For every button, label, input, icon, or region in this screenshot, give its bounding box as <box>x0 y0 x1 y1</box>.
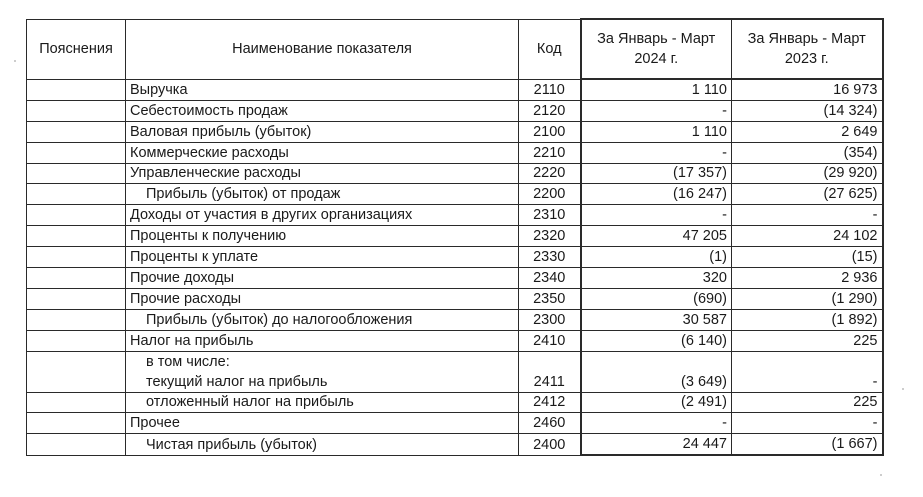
value-2024: (6 140) <box>581 330 732 351</box>
value-2023: - <box>732 205 883 226</box>
table-row <box>27 351 883 392</box>
notes-cell <box>27 163 126 184</box>
table-row <box>27 268 883 289</box>
value-2024: 24 447 <box>581 434 732 455</box>
table-row <box>27 184 883 205</box>
notes-cell <box>27 226 126 247</box>
header-period-2024-line1: За Январь - Март <box>597 31 716 47</box>
indicator-code: 2412 <box>519 392 581 413</box>
indicator-name: Валовая прибыль (убыток) <box>126 121 519 142</box>
notes-cell <box>27 330 126 351</box>
value-2023: (1 290) <box>732 288 883 309</box>
value-2023: (1 892) <box>732 309 883 330</box>
indicator-code: 2411 <box>519 351 581 392</box>
indicator-name: Коммерческие расходы <box>126 142 519 163</box>
indicator-name: отложенный налог на прибыль <box>126 392 519 413</box>
table-row <box>27 434 883 455</box>
value-2023: 2 936 <box>732 268 883 289</box>
value-2023: 225 <box>732 330 883 351</box>
value-2023: - <box>732 413 883 434</box>
table-row <box>27 205 883 226</box>
indicator-code: 2460 <box>519 413 581 434</box>
indicator-code: 2300 <box>519 309 581 330</box>
value-2023: (27 625) <box>732 184 883 205</box>
indicator-name: Проценты к получению <box>126 226 519 247</box>
notes-cell <box>27 288 126 309</box>
value-2023: 225 <box>732 392 883 413</box>
indicator-code: 2410 <box>519 330 581 351</box>
value-2024: - <box>581 142 732 163</box>
header-notes: Пояснения <box>27 19 126 79</box>
notes-cell <box>27 79 126 100</box>
table-row <box>27 309 883 330</box>
indicator-code: 2110 <box>519 79 581 100</box>
header-period-2024-line2: 2024 г. <box>634 51 679 67</box>
indicator-code: 2330 <box>519 247 581 268</box>
value-2024: - <box>581 100 732 121</box>
header-period-2023-line1: За Январь - Март <box>747 31 866 47</box>
value-2024: (3 649) <box>581 351 732 392</box>
value-2024: 1 110 <box>581 79 732 100</box>
value-2024: 1 110 <box>581 121 732 142</box>
value-2024: (2 491) <box>581 392 732 413</box>
table-row <box>27 100 883 121</box>
notes-cell <box>27 268 126 289</box>
indicator-name: Управленческие расходы <box>126 163 519 184</box>
scan-speck <box>880 474 882 476</box>
value-2024: (690) <box>581 288 732 309</box>
table-row <box>27 330 883 351</box>
indicator-name-prefix: в том числе: <box>146 353 230 370</box>
indicator-code: 2340 <box>519 268 581 289</box>
table-row <box>27 142 883 163</box>
value-2024: (17 357) <box>581 163 732 184</box>
indicator-code: 2210 <box>519 142 581 163</box>
header-period-2023-line2: 2023 г. <box>784 51 829 67</box>
header-code: Код <box>519 19 581 79</box>
notes-cell <box>27 100 126 121</box>
value-2023: 2 649 <box>732 121 883 142</box>
table-row <box>27 226 883 247</box>
value-2024: 47 205 <box>581 226 732 247</box>
indicator-name: Проценты к уплате <box>126 247 519 268</box>
table-row <box>27 392 883 413</box>
scan-speck <box>14 60 16 62</box>
value-2024: 320 <box>581 268 732 289</box>
header-period-2024 <box>581 19 732 79</box>
notes-cell <box>27 434 126 455</box>
notes-cell <box>27 121 126 142</box>
table-row <box>27 121 883 142</box>
value-2023: 24 102 <box>732 226 883 247</box>
indicator-name: Себестоимость продаж <box>126 100 519 121</box>
header-period-2023 <box>732 19 883 79</box>
income-statement-table <box>26 18 884 456</box>
notes-cell <box>27 205 126 226</box>
indicator-code: 2310 <box>519 205 581 226</box>
value-2024: (1) <box>581 247 732 268</box>
table-row <box>27 79 883 100</box>
indicator-name: Доходы от участия в других организациях <box>126 205 519 226</box>
indicator-code: 2320 <box>519 226 581 247</box>
indicator-code: 2350 <box>519 288 581 309</box>
notes-cell <box>27 184 126 205</box>
table-header-row <box>27 19 883 79</box>
indicator-code: 2220 <box>519 163 581 184</box>
value-2023: (15) <box>732 247 883 268</box>
indicator-name <box>126 351 519 392</box>
header-indicator-name: Наименование показателя <box>126 19 519 79</box>
notes-cell <box>27 309 126 330</box>
value-2024: - <box>581 413 732 434</box>
indicator-name: Прочие расходы <box>126 288 519 309</box>
value-2023: 16 973 <box>732 79 883 100</box>
notes-cell <box>27 351 126 392</box>
notes-cell <box>27 142 126 163</box>
table-row <box>27 413 883 434</box>
indicator-code: 2120 <box>519 100 581 121</box>
financial-statement-sheet <box>26 18 884 456</box>
indicator-name: Прочее <box>126 413 519 434</box>
indicator-code: 2400 <box>519 434 581 455</box>
value-2023: - <box>732 351 883 392</box>
indicator-name: Чистая прибыль (убыток) <box>126 434 519 455</box>
table-row <box>27 247 883 268</box>
indicator-code: 2200 <box>519 184 581 205</box>
indicator-name: Прибыль (убыток) до налогообложения <box>126 309 519 330</box>
indicator-name: Прибыль (убыток) от продаж <box>126 184 519 205</box>
indicator-name: Выручка <box>126 79 519 100</box>
indicator-name-main: текущий налог на прибыль <box>146 373 328 390</box>
value-2023: (354) <box>732 142 883 163</box>
value-2024: 30 587 <box>581 309 732 330</box>
scan-speck <box>902 388 904 390</box>
notes-cell <box>27 413 126 434</box>
table-row <box>27 288 883 309</box>
indicator-name: Прочие доходы <box>126 268 519 289</box>
indicator-code: 2100 <box>519 121 581 142</box>
notes-cell <box>27 392 126 413</box>
notes-cell <box>27 247 126 268</box>
value-2023: (14 324) <box>732 100 883 121</box>
value-2023: (29 920) <box>732 163 883 184</box>
value-2024: - <box>581 205 732 226</box>
table-row <box>27 163 883 184</box>
indicator-name: Налог на прибыль <box>126 330 519 351</box>
value-2024: (16 247) <box>581 184 732 205</box>
value-2023: (1 667) <box>732 434 883 455</box>
